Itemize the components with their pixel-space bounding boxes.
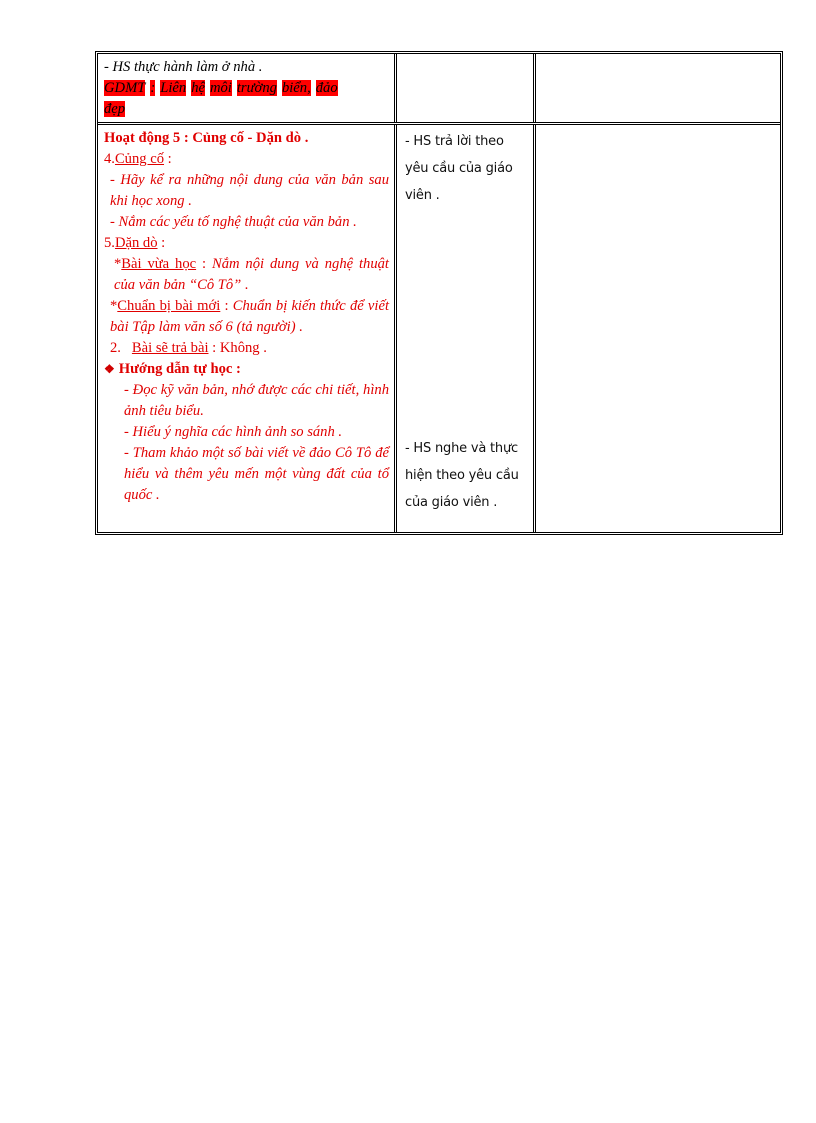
activity-heading: Hoạt động 5 : Củng cố - Dặn dò . — [104, 130, 309, 146]
cungco-item: - Nắm các yếu tố nghệ thuật của văn bản . — [110, 214, 357, 230]
student-activity-cell — [400, 125, 536, 532]
gdmt-word: biển, — [281, 80, 311, 96]
gdmt-word: Liên — [160, 80, 187, 96]
cungco-title: 4.Củng cố : — [104, 151, 172, 167]
notes-cell — [539, 125, 780, 532]
table-row — [98, 54, 780, 125]
tu-hoc-item: - Hiểu ý nghĩa các hình ảnh so sánh . — [124, 424, 343, 440]
dando-label: Dặn dò — [114, 235, 158, 251]
gdmt-word: môi — [209, 80, 232, 96]
bai-vua-hoc-label: Bài vừa học — [121, 256, 197, 272]
student-response-1: - HS trả lời theo yêu cầu của giáo viên . — [405, 134, 513, 203]
bai-se-tra-label: Bài sẽ trả bài — [131, 340, 209, 356]
gdmt-word: đảo — [315, 80, 338, 96]
chuan-bi-label: Chuẩn bị bài mới — [117, 298, 221, 314]
tu-hoc-heading: ❖ Hướng dẫn tự học : — [104, 361, 241, 377]
tu-hoc-item: - Tham khảo một số bài viết về đảo Cô Tô để hiểu và thêm yêu mến một vùng đất của tổ quốc . — [124, 445, 389, 503]
bai-vua-hoc: *Bài vừa học : Nắm nội dung và nghệ thuật của văn bản “Cô Tô” . — [114, 256, 389, 293]
cungco-label: Củng cố — [114, 151, 165, 167]
gdmt-word: đẹp — [104, 101, 126, 117]
gdmt-word: : — [150, 80, 156, 96]
notes-cell — [539, 54, 780, 122]
gdmt-line-2 — [104, 99, 389, 120]
teacher-activity-cell — [98, 54, 397, 122]
bai-se-tra-bai: 2. Bài sẽ trả bài : Không . — [110, 340, 267, 356]
gdmt-word: trường — [236, 80, 277, 96]
practice-line: - HS thực hành làm ở nhà . — [104, 59, 263, 75]
gdmt-line — [104, 78, 389, 99]
cungco-item: - Hãy kể ra những nội dung của văn bản sau khi học xong . — [110, 172, 389, 209]
student-response-2: - HS nghe và thực hiện theo yêu cầu của giáo viên . — [405, 441, 519, 510]
diamond-bullet-icon: ❖ — [104, 362, 115, 376]
gdmt-word: hệ — [191, 80, 205, 96]
lesson-table — [95, 51, 783, 535]
student-activity-cell — [400, 54, 536, 122]
dando-title: 5.Dặn dò : — [104, 235, 166, 251]
gdmt-word: GDMT — [104, 80, 146, 96]
tu-hoc-item: - Đọc kỹ văn bản, nhớ được các chi tiết, hình ảnh tiêu biểu. — [124, 382, 389, 419]
table-row — [98, 125, 780, 532]
chuan-bi-bai-moi: *Chuẩn bị bài mới : Chuẩn bị kiến thức để viết bài Tập làm văn số 6 (tả người) . — [110, 298, 389, 335]
teacher-activity-cell — [98, 125, 397, 532]
